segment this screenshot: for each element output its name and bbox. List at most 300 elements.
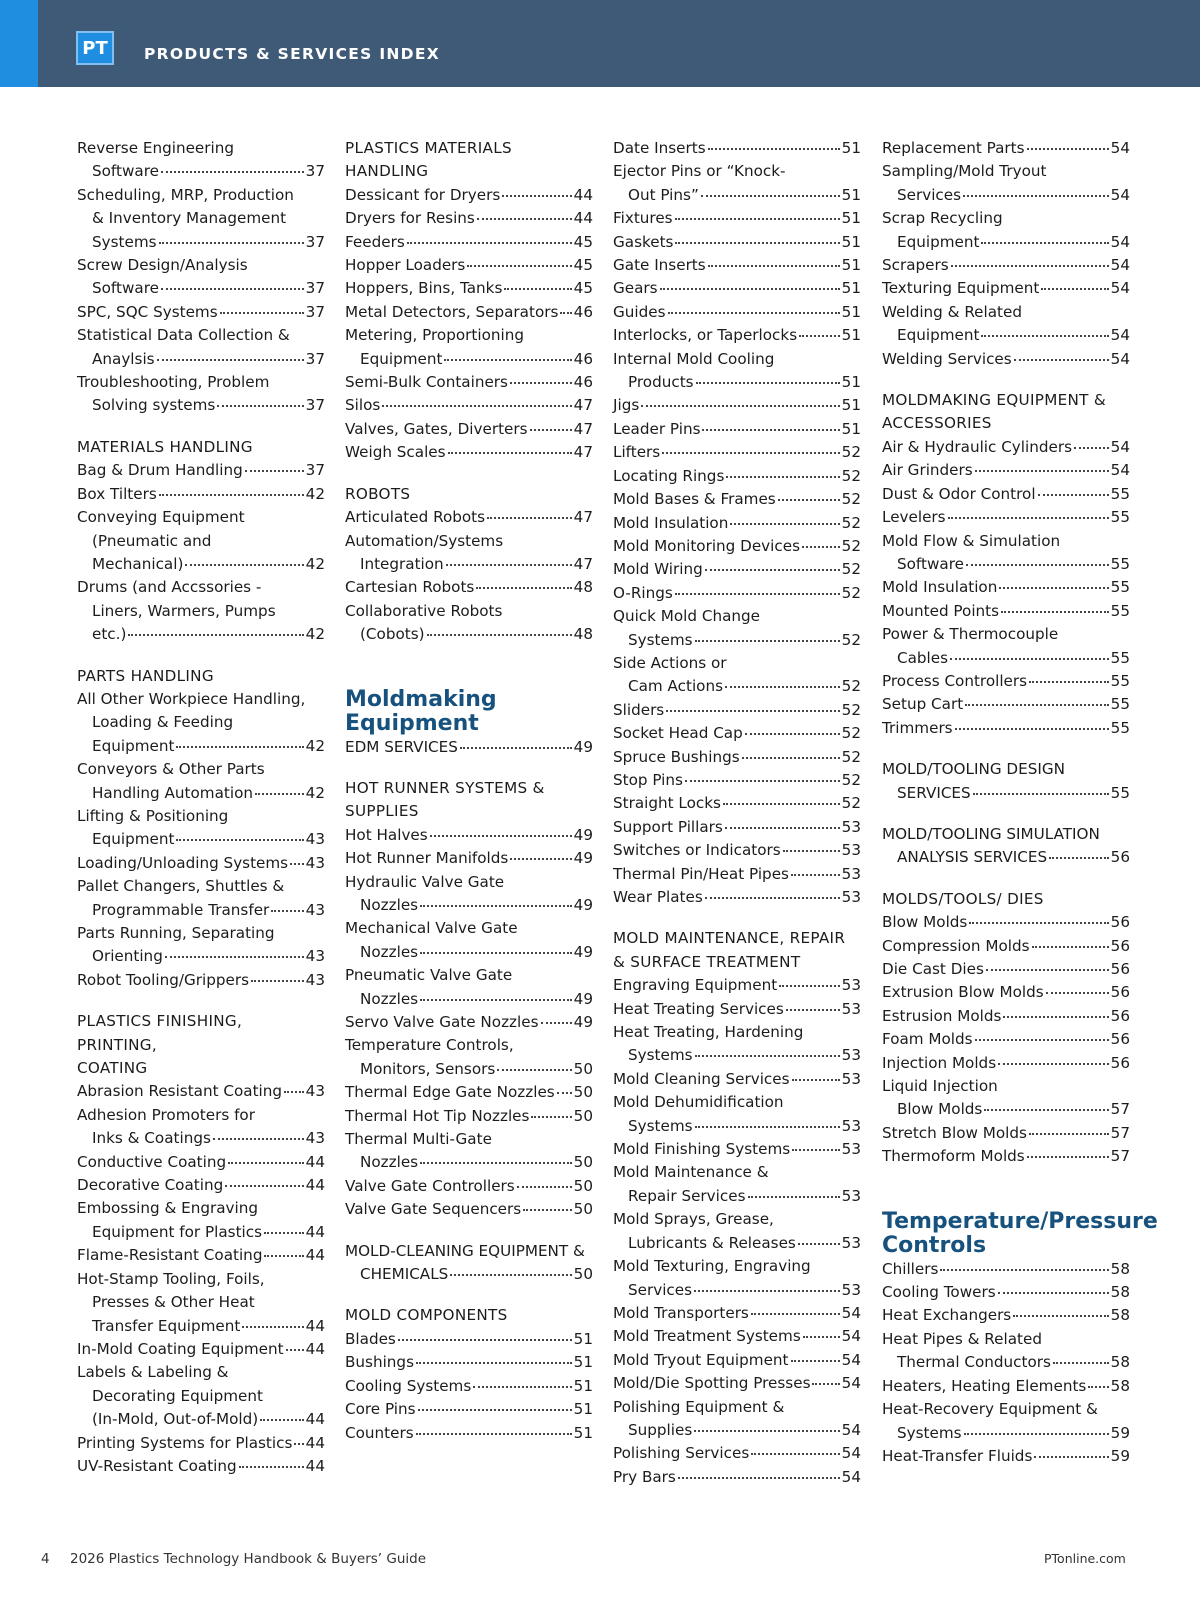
entry-text: Wear Plates xyxy=(613,888,703,906)
category-heading xyxy=(882,1208,1158,1258)
entry-text: Anaylsis xyxy=(92,349,155,368)
page-ref: 56 xyxy=(1110,848,1130,867)
page-ref: 58 xyxy=(1110,1259,1130,1278)
index-entry xyxy=(882,530,1130,577)
entry-text: Systems xyxy=(897,1423,962,1442)
dot-leader xyxy=(694,1290,840,1292)
index-entry xyxy=(345,394,593,417)
dot-leader xyxy=(284,1091,304,1093)
page-ref: 45 xyxy=(573,232,593,251)
dot-leader xyxy=(675,242,839,244)
page-ref: 53 xyxy=(841,841,861,860)
page-ref: 44 xyxy=(305,1410,325,1429)
entry-text: Thermal Pin/Heat Pipes xyxy=(613,864,789,883)
entry-text: Integration xyxy=(360,554,444,573)
index-entry xyxy=(882,1028,1130,1051)
index-entry xyxy=(613,1325,861,1348)
entry-text: Mechanical) xyxy=(92,554,184,573)
entry-text: Heat Exchangers xyxy=(882,1306,1012,1325)
page-ref: 53 xyxy=(841,999,861,1018)
page-ref: 54 xyxy=(1110,437,1130,456)
page-ref: 42 xyxy=(305,736,325,755)
entry-text: Compression Molds xyxy=(882,936,1030,955)
index-entry xyxy=(345,530,593,577)
index-entry xyxy=(882,1304,1130,1327)
index-entry xyxy=(77,852,325,875)
entry-text: Scrapers xyxy=(882,256,949,275)
entry-text: Spruce Bushings xyxy=(613,747,740,766)
index-entry xyxy=(882,254,1130,277)
entry-text: Adhesion Promoters for xyxy=(77,1105,255,1124)
page-ref: 51 xyxy=(841,302,861,321)
index-entry xyxy=(882,1258,1130,1281)
heading-text: Moldmaking xyxy=(345,686,497,712)
dot-leader xyxy=(792,1149,839,1151)
index-entry xyxy=(882,160,1130,207)
entry-text: Mold Insulation xyxy=(613,513,729,532)
index-entry xyxy=(77,459,325,482)
entry-text: Sampling/Mold Tryout xyxy=(882,162,1047,181)
page-ref: 37 xyxy=(305,302,325,321)
page-ref: 49 xyxy=(573,942,593,961)
entry-text: Heat Treating Services xyxy=(613,999,784,1018)
entry-text: Embossing & Engraving xyxy=(77,1199,259,1218)
entry-text: Ejector Pins or “Knock- xyxy=(613,162,786,181)
entry-text: Statistical Data Collection & xyxy=(77,326,290,345)
index-entry xyxy=(345,207,593,230)
entry-text: Die Cast Dies xyxy=(882,960,984,978)
entry-text: Drums (and Accssories - xyxy=(77,578,262,597)
page-ref: 51 xyxy=(573,1400,593,1419)
entry-text: Systems xyxy=(628,630,693,649)
footer-page-number: 4 xyxy=(41,1551,50,1567)
dot-leader xyxy=(1027,148,1109,150)
index-entry xyxy=(613,1442,861,1465)
page-ref: 54 xyxy=(841,1327,861,1346)
index-entry xyxy=(613,1466,861,1489)
index-entry xyxy=(882,348,1130,371)
dot-leader xyxy=(984,1109,1108,1111)
index-entry xyxy=(882,483,1130,506)
dot-leader xyxy=(751,1313,840,1315)
dot-leader xyxy=(264,1255,303,1257)
dot-leader xyxy=(1088,1386,1108,1388)
entry-text: Guides xyxy=(613,302,666,321)
index-entry xyxy=(345,1198,593,1221)
page-ref: 37 xyxy=(305,279,325,298)
index-entry xyxy=(77,371,325,418)
entry-text: Cam Actions xyxy=(628,677,724,696)
entry-text: Chillers xyxy=(882,1259,939,1278)
page-ref: 51 xyxy=(841,419,861,438)
page-ref: 47 xyxy=(573,419,593,438)
dot-leader xyxy=(245,470,304,472)
entry-text: Mold Texturing, Engraving xyxy=(613,1257,811,1276)
section-heading xyxy=(882,389,1130,436)
page-ref: 51 xyxy=(841,396,861,415)
index-entry xyxy=(613,465,861,488)
entry-text: Thermal Conductors xyxy=(897,1353,1051,1372)
entry-text: Straight Locks xyxy=(613,794,721,813)
entry-text: Lifting & Positioning xyxy=(77,806,229,825)
index-entry xyxy=(613,535,861,558)
entry-text: Hot Halves xyxy=(345,825,428,844)
dot-leader xyxy=(251,980,304,982)
page-ref: 50 xyxy=(573,1106,593,1125)
index-entry xyxy=(613,394,861,417)
index-entry xyxy=(77,1104,325,1151)
entry-text: Estrusion Molds xyxy=(882,1006,1002,1025)
page-ref: 46 xyxy=(573,349,593,368)
entry-text: Conveying Equipment xyxy=(77,508,245,527)
dot-leader xyxy=(497,1069,571,1071)
entry-text: Polishing Services xyxy=(613,1444,750,1463)
index-entry xyxy=(77,324,325,371)
section-spacer xyxy=(77,992,325,1010)
page-ref: 54 xyxy=(1110,185,1130,204)
dot-leader xyxy=(159,494,304,496)
entry-text: Solving systems xyxy=(92,396,216,415)
entry-text: Foam Molds xyxy=(882,1030,973,1049)
index-entry xyxy=(613,863,861,886)
page-ref: 44 xyxy=(305,1316,325,1335)
dot-leader xyxy=(416,1362,572,1364)
entry-text: Liners, Warmers, Pumps xyxy=(92,601,276,620)
entry-text: Pallet Changers, Shuttles & xyxy=(77,877,285,896)
page-ref: 55 xyxy=(1110,554,1130,573)
page-ref: 51 xyxy=(573,1353,593,1372)
entry-text: CHEMICALS xyxy=(360,1265,449,1284)
entry-text: Mold Bases & Frames xyxy=(613,490,776,509)
index-entry xyxy=(613,792,861,815)
dot-leader xyxy=(748,1196,840,1198)
page-ref: 50 xyxy=(573,1153,593,1172)
entry-text: Cooling Systems xyxy=(345,1376,472,1395)
section-spacer xyxy=(882,740,1130,758)
entry-text: Injection Molds xyxy=(882,1053,997,1072)
index-entry xyxy=(345,254,593,277)
index-entry xyxy=(345,917,593,964)
entry-text: Cables xyxy=(897,648,949,667)
index-entry xyxy=(882,958,1130,981)
heading-text: PLASTICS MATERIALS xyxy=(345,139,512,157)
dot-leader xyxy=(695,640,840,642)
page-ref: 50 xyxy=(573,1059,593,1078)
entry-text: Hoppers, Bins, Tanks xyxy=(345,279,503,298)
page-ref: 53 xyxy=(841,1140,861,1159)
heading-text: Temperature/Pressure xyxy=(882,1208,1158,1234)
entry-text: Mold Tryout Equipment xyxy=(613,1350,789,1369)
dot-leader xyxy=(213,1138,304,1140)
index-entry xyxy=(882,137,1130,160)
entry-text: Systems xyxy=(628,1116,693,1135)
index-entry xyxy=(882,717,1130,740)
entry-text: Mounted Points xyxy=(882,601,1000,620)
index-entry xyxy=(77,1151,325,1174)
entry-text: SERVICES xyxy=(897,783,971,802)
index-entry xyxy=(345,576,593,599)
index-entry xyxy=(613,137,861,160)
index-entry xyxy=(882,1145,1130,1168)
index-entry xyxy=(77,1244,325,1267)
dot-leader xyxy=(530,429,572,431)
entry-text: Valve Gate Sequencers xyxy=(345,1200,522,1219)
index-entry xyxy=(613,1396,861,1443)
index-entry xyxy=(77,758,325,805)
page-ref: 54 xyxy=(841,1374,861,1393)
dot-leader xyxy=(798,1243,840,1245)
entry-text: Collaborative Robots xyxy=(345,601,503,620)
page-ref: 49 xyxy=(573,989,593,1008)
entry-text: Thermoform Molds xyxy=(882,1147,1025,1166)
dot-leader xyxy=(420,952,572,954)
index-entry xyxy=(613,160,861,207)
page-ref: 44 xyxy=(305,1176,325,1195)
heading-text: HOT RUNNER SYSTEMS & xyxy=(345,778,545,797)
entry-text: Thermal Hot Tip Nozzles xyxy=(345,1106,530,1125)
index-entry xyxy=(613,699,861,722)
section-heading xyxy=(345,1304,593,1327)
dot-leader xyxy=(966,564,1109,566)
dot-leader xyxy=(812,1383,839,1385)
page-ref: 58 xyxy=(1110,1353,1130,1372)
index-entry xyxy=(613,324,861,347)
page-ref: 48 xyxy=(573,625,593,644)
page-ref: 51 xyxy=(841,279,861,298)
dot-leader xyxy=(786,1009,840,1011)
page-ref: 50 xyxy=(573,1176,593,1195)
page-ref: 55 xyxy=(1110,578,1130,597)
entry-text: Mold Flow & Simulation xyxy=(882,531,1061,550)
page-ref: 44 xyxy=(305,1433,325,1452)
dot-leader xyxy=(477,218,572,220)
index-entry xyxy=(882,1445,1130,1468)
section-heading xyxy=(882,888,1130,911)
entry-text: Setup Cart xyxy=(882,695,964,714)
page-ref: 37 xyxy=(305,461,325,480)
page-ref: 43 xyxy=(305,900,325,919)
index-entry xyxy=(882,576,1130,599)
page-ref: 51 xyxy=(573,1423,593,1442)
page-ref: 49 xyxy=(573,737,593,756)
index-entry xyxy=(882,670,1130,693)
dot-leader xyxy=(696,382,840,384)
dot-leader xyxy=(531,1116,571,1118)
entry-text: Locating Rings xyxy=(613,466,725,485)
index-entry xyxy=(613,1372,861,1395)
index-entry xyxy=(613,1021,861,1068)
page-ref: 58 xyxy=(1110,1306,1130,1325)
dot-leader xyxy=(802,546,840,548)
page-ref: 55 xyxy=(1110,718,1130,737)
index-entry xyxy=(613,1091,861,1138)
entry-text: Mold/Die Spotting Presses xyxy=(613,1374,811,1393)
entry-text: Out Pins” xyxy=(628,185,699,204)
index-entry xyxy=(345,324,593,371)
page-ref: 47 xyxy=(573,508,593,527)
dot-leader xyxy=(176,746,303,748)
entry-text: Dust & Odor Control xyxy=(882,484,1036,503)
entry-text: Hydraulic Valve Gate xyxy=(345,872,505,891)
page-ref: 52 xyxy=(841,724,861,743)
entry-text: Internal Mold Cooling xyxy=(613,349,775,368)
page-ref: 43 xyxy=(305,853,325,872)
index-entry xyxy=(613,816,861,839)
index-entry xyxy=(77,688,325,758)
entry-text: Power & Thermocouple xyxy=(882,625,1059,644)
entry-text: Welding Services xyxy=(882,349,1012,368)
page-ref: 59 xyxy=(1110,1446,1130,1465)
entry-text: etc.) xyxy=(92,625,127,644)
entry-text: & Inventory Management xyxy=(92,209,287,228)
index-entry xyxy=(77,137,325,184)
page-ref: 51 xyxy=(841,256,861,275)
entry-text: Blow Molds xyxy=(897,1100,983,1119)
index-entry xyxy=(77,969,325,992)
dot-leader xyxy=(225,1185,303,1187)
entry-text: Engraving Equipment xyxy=(613,976,778,995)
dot-leader xyxy=(294,1443,303,1445)
page-ref: 43 xyxy=(305,1082,325,1101)
page-ref: 45 xyxy=(573,279,593,298)
entry-text: Equipment xyxy=(92,736,175,755)
entry-text: Hot Runner Manifolds xyxy=(345,849,509,868)
entry-text: Robot Tooling/Grippers xyxy=(77,970,249,989)
entry-text: Date Inserts xyxy=(613,139,706,157)
index-entry xyxy=(345,441,593,464)
dot-leader xyxy=(557,1092,572,1094)
section-heading xyxy=(345,137,593,184)
dot-leader xyxy=(705,569,840,571)
entry-text: Dryers for Resins xyxy=(345,209,475,228)
entry-text: Systems xyxy=(92,232,157,251)
entry-text: Loading/Unloading Systems xyxy=(77,853,289,872)
page-ref: 53 xyxy=(841,1186,861,1205)
entry-text: Interlocks, or Taperlocks xyxy=(613,326,798,345)
index-entry xyxy=(345,736,593,759)
page-ref: 51 xyxy=(573,1376,593,1395)
entry-text: Servo Valve Gate Nozzles xyxy=(345,1013,539,1031)
entry-text: Welding & Related xyxy=(882,302,1022,321)
index-entry xyxy=(882,459,1130,482)
dot-leader xyxy=(701,195,840,197)
heading-text: MATERIALS HANDLING xyxy=(77,437,253,456)
index-entry xyxy=(345,824,593,847)
page-ref: 54 xyxy=(841,1350,861,1369)
index-entry xyxy=(882,600,1130,623)
index-entry xyxy=(613,254,861,277)
page-ref: 53 xyxy=(841,1069,861,1088)
dot-leader xyxy=(1027,1156,1109,1158)
entry-text: Mold Cleaning Services xyxy=(613,1069,790,1088)
index-entry xyxy=(882,981,1130,1004)
entry-text: Automation/Systems xyxy=(345,531,504,550)
index-entry xyxy=(882,693,1130,716)
page-ref: 56 xyxy=(1110,1030,1130,1049)
entry-text: Extrusion Blow Molds xyxy=(882,983,1044,1002)
heading-text: HANDLING xyxy=(345,162,429,181)
page-ref: 42 xyxy=(305,554,325,573)
page-ref: 55 xyxy=(1110,648,1130,667)
page-ref: 37 xyxy=(305,162,325,181)
index-entry xyxy=(613,207,861,230)
dot-leader xyxy=(467,265,571,267)
index-entry xyxy=(613,769,861,792)
index-entry xyxy=(345,871,593,918)
page-ref: 43 xyxy=(305,830,325,849)
page-ref: 51 xyxy=(841,139,861,157)
entry-text: Leader Pins xyxy=(613,419,701,438)
dot-leader xyxy=(1014,359,1109,361)
dot-leader xyxy=(783,850,840,852)
index-column-1 xyxy=(77,137,325,1478)
page-ref: 58 xyxy=(1110,1376,1130,1395)
page-ref: 56 xyxy=(1110,936,1130,955)
entry-text: Metering, Proportioning xyxy=(345,326,524,345)
page-ref: 51 xyxy=(841,232,861,251)
index-entry xyxy=(77,184,325,254)
entry-text: Socket Head Cap xyxy=(613,724,743,743)
index-entry xyxy=(345,1105,593,1128)
dot-leader xyxy=(695,1055,840,1057)
index-entry xyxy=(613,582,861,605)
page-ref: 52 xyxy=(841,794,861,813)
entry-text: All Other Workpiece Handling, xyxy=(77,689,306,708)
page-ref: 54 xyxy=(1110,461,1130,480)
page-ref: 52 xyxy=(841,560,861,579)
dot-leader xyxy=(517,1186,572,1188)
entry-text: Screw Design/Analysis xyxy=(77,256,248,275)
dot-leader xyxy=(742,757,840,759)
dot-leader xyxy=(792,1079,840,1081)
index-entry xyxy=(345,418,593,441)
index-entry xyxy=(882,758,1130,805)
dot-leader xyxy=(176,839,303,841)
heading-text: & SURFACE TREATMENT xyxy=(613,952,801,971)
entry-text: Heat-Recovery Equipment & xyxy=(882,1400,1098,1419)
entry-text: Silos xyxy=(345,396,381,415)
index-entry xyxy=(613,231,861,254)
index-entry xyxy=(613,277,861,300)
index-entry xyxy=(345,277,593,300)
section-heading xyxy=(345,483,593,506)
index-entry xyxy=(613,558,861,581)
heading-text: MOLD MAINTENANCE, REPAIR xyxy=(613,929,846,948)
index-entry xyxy=(345,600,593,647)
section-heading xyxy=(77,665,325,688)
entry-text: Nozzles xyxy=(360,989,419,1008)
index-entry xyxy=(882,301,1130,348)
entry-text: Equipment xyxy=(897,326,980,345)
entry-text: Programmable Transfer xyxy=(92,900,270,919)
dot-leader xyxy=(420,1162,572,1164)
index-entry xyxy=(345,1240,593,1287)
page-ref: 52 xyxy=(841,513,861,532)
dot-leader xyxy=(128,634,303,636)
index-entry xyxy=(882,1052,1130,1075)
dot-leader xyxy=(242,1326,303,1328)
heading-text: COATING xyxy=(77,1059,148,1078)
index-entry xyxy=(345,847,593,870)
entry-text: Metal Detectors, Separators xyxy=(345,302,559,321)
index-entry xyxy=(77,1432,325,1455)
index-entry xyxy=(613,488,861,511)
index-entry xyxy=(345,1175,593,1198)
index-entry xyxy=(613,1161,861,1208)
index-entry xyxy=(613,1208,861,1255)
index-entry xyxy=(77,1197,325,1244)
section-spacer xyxy=(882,870,1130,888)
